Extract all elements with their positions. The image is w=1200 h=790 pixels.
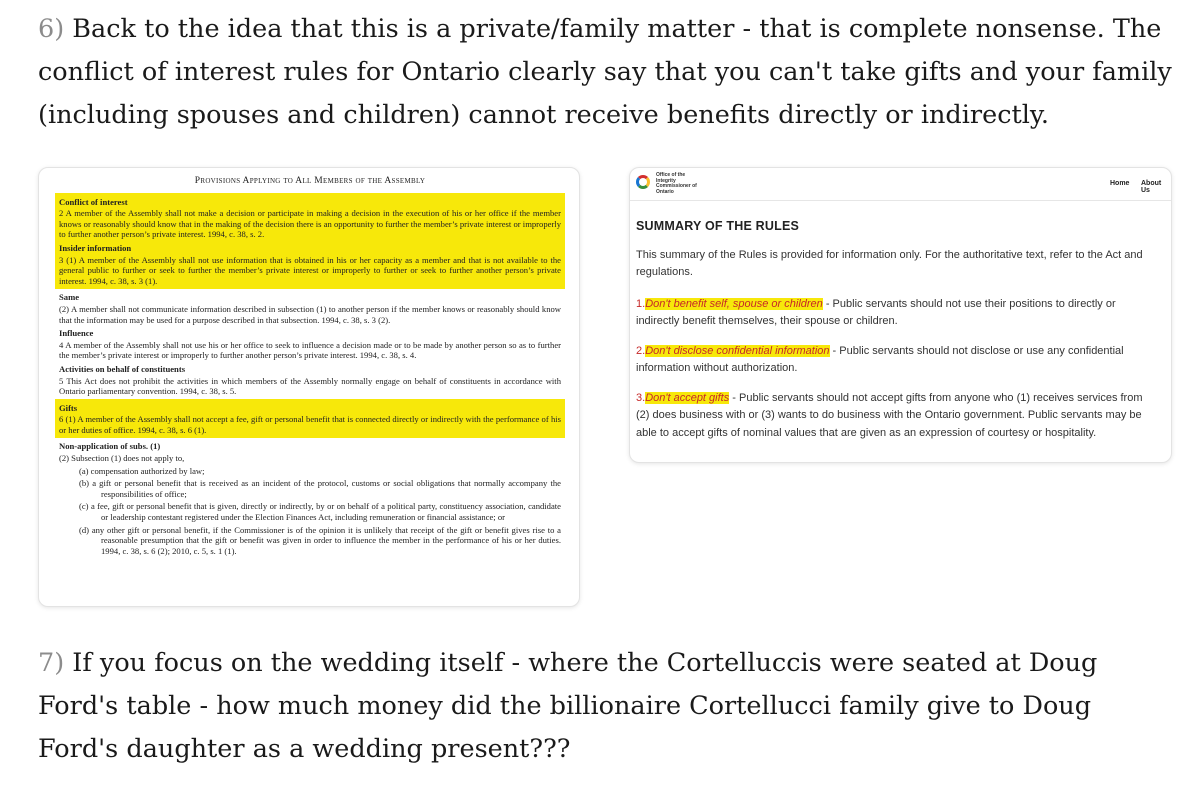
paragraph-7-text: If you focus on the wedding itself - where the Cortelluccis were seated at Doug Ford's table - how much money did the billionaire Cortellucci family give to Doug Ford's daughter as a wedding present???	[38, 648, 1098, 764]
logo-text: Office of the Integrity Commissioner of Ontario	[656, 172, 697, 195]
commissioner-logo	[636, 173, 706, 195]
paragraph-6-number: 6)	[38, 14, 65, 44]
section-text-conflict: 2 A member of the Assembly shall not make a decision or participate in making a decision in the execution of his or her office if the member knows or reasonably should know that in the making of the decision there is an opportunity to further the member’s private interest or improperly to further another person’s private interest. 1994, c. 38, s. 2.	[59, 208, 561, 240]
section-text-activities: 5 This Act does not prohibit the activities in which members of the Assembly normally engage on behalf of constituents in accordance with Ontario parliamentary convention. 1994, c. 38, s. 5.	[59, 375, 561, 397]
rule-description: - Public servants should not accept gifts from anyone who (1) receives services from (2) does business with or (3) wants to do business with the Ontario government. Public servants may be able to accept gifts of nominal values that are given as an expression of courtesy or hospitality.	[636, 391, 1143, 439]
paragraph-6-text: Back to the idea that this is a private/family matter - that is complete nonsense. The conflict of interest rules for Ontario clearly say that you can't take gifts and your family (including spouses and children) cannot receive benefits directly or indirectly.	[38, 14, 1172, 130]
rule-item	[636, 296, 1156, 331]
paragraph-7	[38, 642, 1178, 771]
section-title-insider: Insider information	[59, 242, 132, 253]
section-text-influence: 4 A member of the Assembly shall not use his or her office to seek to influence a decision made or to be made by another person so as to further the member’s private interest or improperly to further another person’s private interest. 1994, c. 38, s. 4.	[59, 339, 561, 361]
exception-item-c: (c) a fee, gift or personal benefit that is given, directly or indirectly, by or on behalf of a political party, constituency association, candidate or leadership contestant registered under the Election Finances Act, including remuneration or financial assistance; or	[79, 501, 561, 523]
gifts-highlight-block	[55, 399, 565, 439]
exception-item-b: (b) a gift or personal benefit that is received as an incident of the protocol, customs or social obligations that normally accompany the responsibilities of office;	[79, 478, 561, 499]
paragraph-7-number: 7)	[38, 648, 65, 678]
rule-description: - Public servants should not use their positions to directly or indirectly benefit themselves, their spouse or children.	[636, 297, 1116, 327]
rule-term: Don't accept gifts	[645, 391, 730, 404]
section-title-activities: Activities on behalf of constituents	[59, 363, 186, 374]
section-title-gifts: Gifts	[59, 402, 78, 413]
rules-summary-content	[636, 218, 1156, 454]
legal-provisions-image[interactable]	[38, 167, 580, 607]
rule-item	[636, 343, 1156, 378]
nav-home-link[interactable]: Home	[1110, 180, 1130, 187]
section-text-same: (2) A member shall not communicate information described in subsection (1) to another person if the member knows or reasonably should know that the information may be used for a purpose described in that subsection. 1994, c. 38, s. 3 (2).	[59, 303, 561, 325]
rule-term: Don't disclose confidential information	[645, 344, 830, 357]
paragraph-6	[38, 8, 1178, 137]
section-text-gifts: 6 (1) A member of the Assembly shall not accept a fee, gift or personal benefit that is connected directly or indirectly with the performance of his or her duties of office. 1994, c. 38, s. 6 (1).	[59, 414, 561, 435]
rule-number: 2.	[636, 344, 646, 357]
exception-item-d: (d) any other gift or personal benefit, if the Commissioner is of the opinion it is unlikely that receipt of the gift or benefit gives rise to a reasonable presumption that the gift or benefit was given in order to influence the member in the performance of his or her duties. 1994, c. 38, s. 6 (2); 2010, c. 5, s. 1 (1).	[79, 524, 561, 556]
legal-document	[59, 176, 561, 558]
section-title-conflict: Conflict of interest	[59, 196, 128, 207]
section-text-nonapplication: (2) Subsection (1) does not apply to,	[59, 453, 185, 464]
exception-item-a: (a) compensation authorized by law;	[79, 465, 205, 476]
logo-ring-icon	[636, 175, 650, 189]
rule-number: 1.	[636, 297, 646, 310]
section-title-same: Same	[59, 292, 80, 303]
section-text-insider: 3 (1) A member of the Assembly shall not use information that is obtained in his or her capacity as a member and that is not available to the general public to further or seek to further the member’s private interest or improperly to further or seek to further another person’s private interest. 1994, c. 38, s. 3 (1).	[59, 254, 561, 286]
section-title-influence: Influence	[59, 328, 94, 339]
rule-item	[636, 390, 1156, 443]
rule-number: 3.	[636, 391, 646, 404]
rule-term: Don't benefit self, spouse or children	[645, 297, 823, 310]
nav-about-link[interactable]: About Us	[1141, 180, 1162, 194]
rules-summary-intro: This summary of the Rules is provided for information only. For the authoritative text, refer to the Act and regulations.	[636, 248, 1143, 278]
rules-summary-title: SUMMARY OF THE RULES	[636, 219, 800, 233]
integrity-commissioner-image[interactable]	[629, 167, 1172, 463]
site-header	[630, 168, 1171, 201]
conflict-highlight-block	[55, 193, 565, 290]
document-header: Provisions Applying to All Members of the Assembly	[194, 176, 426, 186]
section-title-nonapplication: Non-application of subs. (1)	[59, 441, 161, 452]
rule-description: - Public servants should not disclose or use any confidential information without authorization.	[636, 344, 1124, 374]
